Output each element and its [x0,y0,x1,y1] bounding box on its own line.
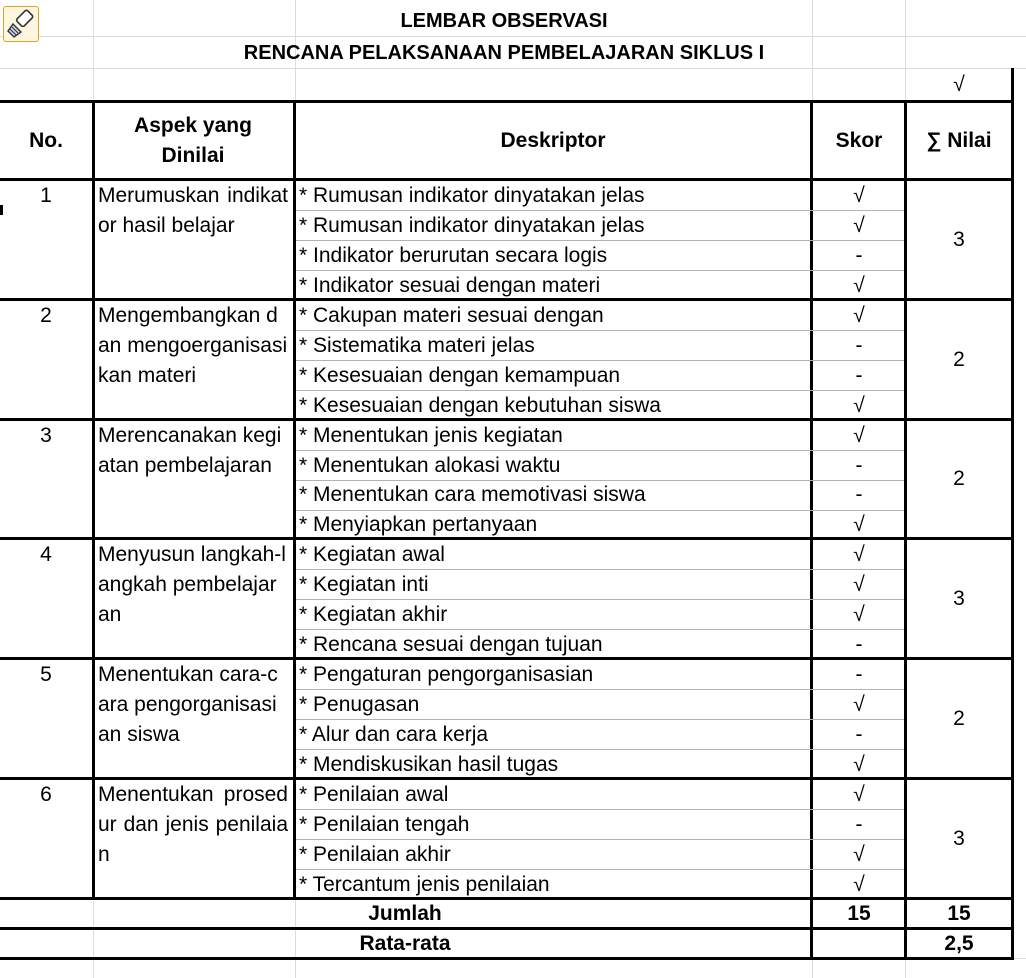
row-number: 3 [40,424,52,447]
descriptor: * Kegiatan inti [299,573,429,596]
score-mark: √ [853,783,865,806]
header-no: No. [29,128,63,152]
border [293,100,296,900]
score-mark: - [855,454,863,477]
aspect-label: Menentukan cara-cara pengorganisasian siswa [98,663,278,746]
aspect-label: Merumuskan indikator hasil belajar [98,184,288,237]
row-number: 4 [40,543,52,566]
score-mark: √ [853,394,865,417]
descriptor: * Kesesuaian dengan kebutuhan siswa [299,394,661,417]
aspect-label: Menyusun langkah-langkah pembelajaran [98,543,286,626]
row-number: 2 [40,304,52,327]
score-mark: √ [853,274,865,297]
aspect-label: Mengembangkan dan mengoerganisasikan materi [98,304,288,387]
jumlah-label: Jumlah [368,902,442,925]
header-deskriptor: Deskriptor [500,128,606,152]
score-mark: √ [853,214,865,237]
descriptor: * Pengaturan pengorganisasian [299,663,594,686]
score-mark: √ [853,513,865,536]
score-mark: - [855,364,863,387]
score-mark: - [855,633,863,656]
descriptor: * Rumusan indikator dinyatakan jelas [299,214,645,237]
score-mark: √ [853,843,865,866]
row-number: 1 [40,184,52,207]
score-mark: √ [853,184,865,207]
score-mark: √ [853,543,865,566]
descriptor: * Penugasan [299,693,420,716]
descriptor: * Mendiskusikan hasil tugas [299,753,559,776]
rata-rata-label: Rata-rata [359,932,451,955]
top-check-mark: √ [953,73,965,96]
score-mark: - [855,334,863,357]
nilai-value: 2 [953,467,965,490]
score-mark: √ [853,424,865,447]
score-mark: √ [853,603,865,626]
border [92,100,95,900]
score-mark: √ [853,693,865,716]
descriptor: * Cakupan materi sesuai dengan [299,304,604,327]
jumlah-skor: 15 [847,902,871,925]
header-aspek: Aspek yang Dinilai [134,113,252,167]
score-mark: - [855,723,863,746]
jumlah-nilai: 15 [947,902,971,925]
border [1011,68,1014,960]
descriptor: * Penilaian tengah [299,813,470,836]
descriptor: * Tercantum jenis penilaian [299,873,550,896]
descriptor: * Rumusan indikator dinyatakan jelas [299,184,645,207]
format-painter-icon[interactable] [3,6,39,42]
header-nilai: ∑ Nilai [926,128,992,152]
nilai-value: 3 [953,827,965,850]
descriptor: * Kegiatan akhir [299,603,448,626]
descriptor: * Penilaian awal [299,783,449,806]
nilai-value: 3 [953,587,965,610]
aspect-label: Merencanakan kegiatan pembelajaran [98,424,282,477]
row-number: 6 [40,783,52,806]
grid-row-line [0,36,1026,37]
descriptor: * Menentukan cara memotivasi siswa [299,483,646,506]
descriptor: * Alur dan cara kerja [299,723,489,746]
descriptor: * Menentukan jenis kegiatan [299,424,563,447]
nilai-value: 3 [953,228,965,251]
sheet-title: LEMBAR OBSERVASI [400,10,608,32]
rata-rata-nilai: 2,5 [944,932,974,955]
descriptor: * Menentukan alokasi waktu [299,454,561,477]
score-mark: √ [853,573,865,596]
descriptor: * Indikator berurutan secara logis [299,244,608,267]
descriptor: * Kesesuaian dengan kemampuan [299,364,621,387]
nilai-value: 2 [953,707,965,730]
score-mark: - [855,663,863,686]
score-mark: √ [853,753,865,776]
score-mark: √ [853,304,865,327]
score-mark: - [855,813,863,836]
descriptor: * Penilaian akhir [299,843,451,866]
descriptor: * Menyiapkan pertanyaan [299,513,538,536]
descriptor: * Kegiatan awal [299,543,445,566]
header-skor: Skor [835,128,883,152]
score-mark: √ [853,873,865,896]
row-number: 5 [40,663,52,686]
nilai-value: 2 [953,348,965,371]
descriptor: * Indikator sesuai dengan materi [299,274,601,297]
sheet-subtitle: RENCANA PELAKSANAAN PEMBELAJARAN SIKLUS I [243,42,765,64]
grid-row-line [0,68,1026,69]
descriptor: * Rencana sesuai dengan tujuan [299,633,603,656]
aspect-label: Menentukan prosedur dan jenis penilaian [98,783,288,866]
score-mark: - [855,244,863,267]
score-mark: - [855,483,863,506]
descriptor: * Sistematika materi jelas [299,334,535,357]
